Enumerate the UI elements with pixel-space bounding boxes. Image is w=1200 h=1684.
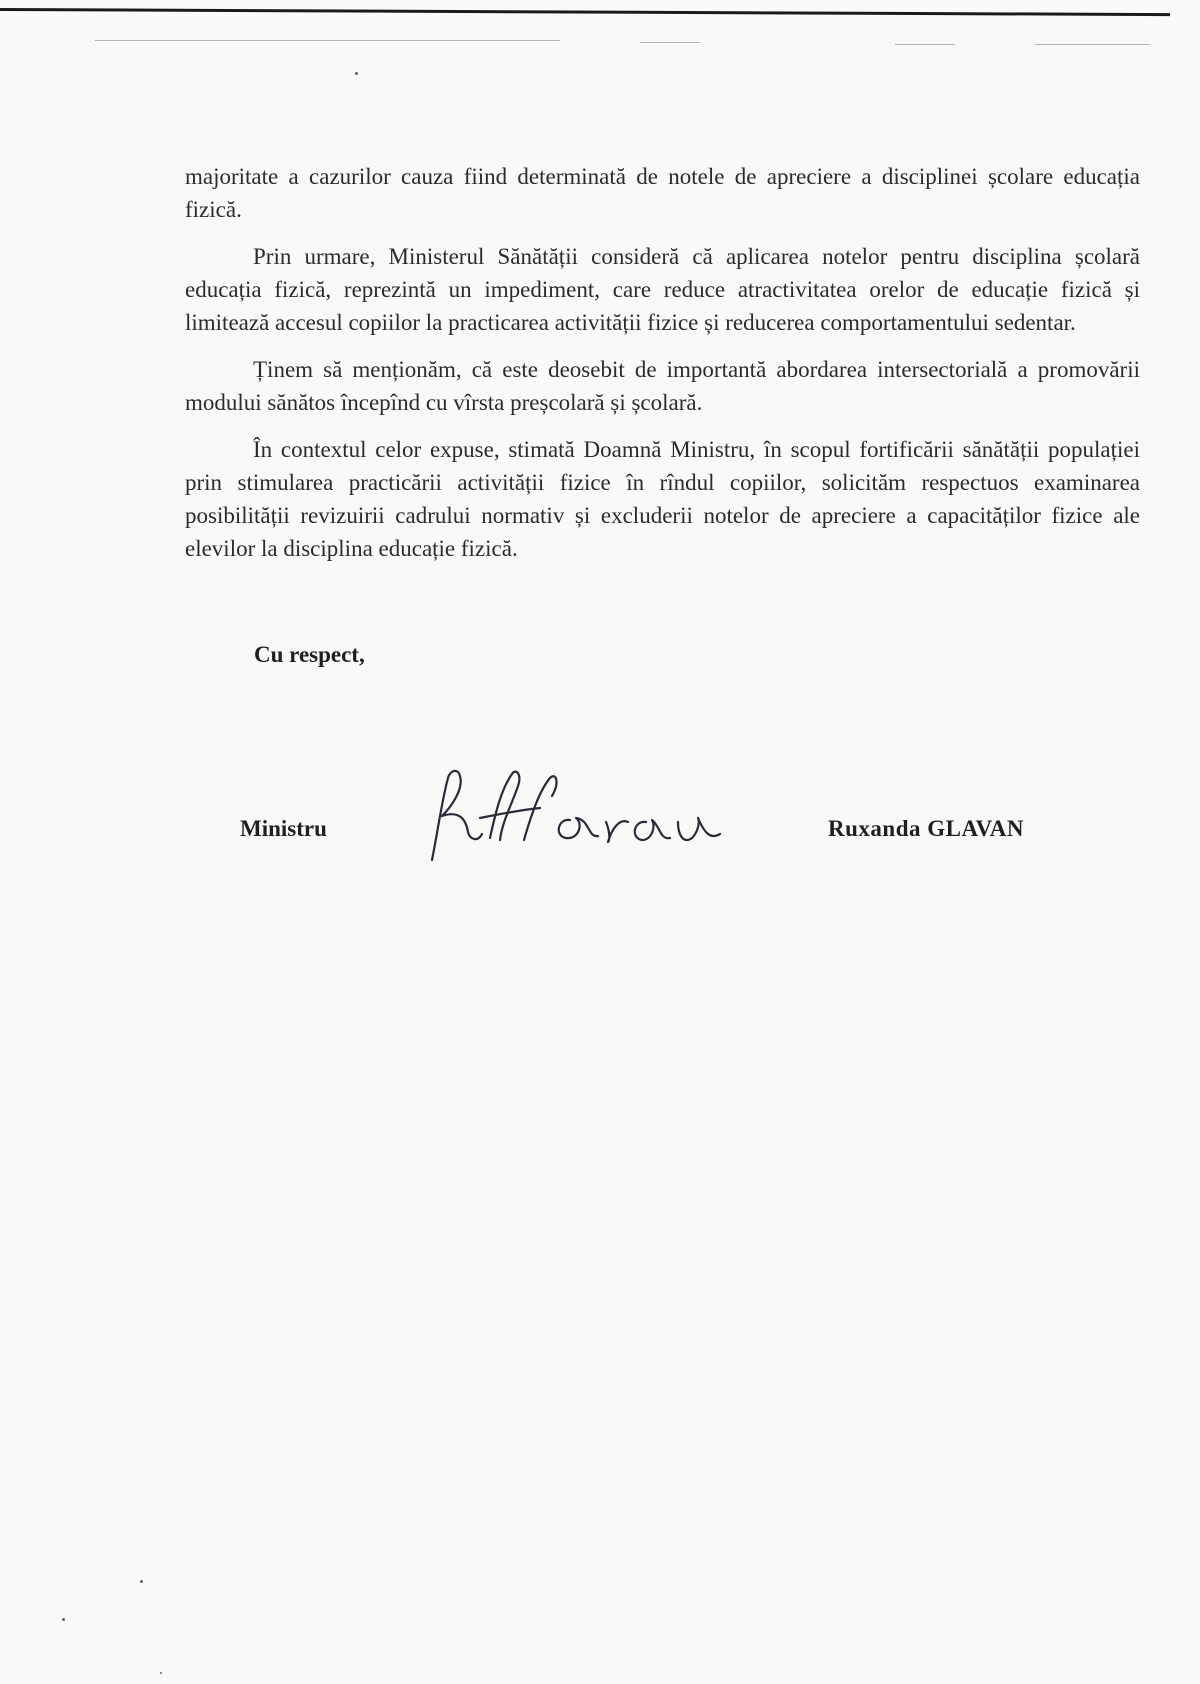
closing-salutation: Cu respect, xyxy=(254,642,365,667)
paragraph-4: În contextul celor expuse, stimată Doamnă Ministru, în scopul fortificării sănătății populației prin stimularea practicării activității fizice în rîndul copiilor, solicităm respectuos examinarea posibilității revizuirii cadrului normativ și excluderii notelor de apreciere a capacităților fizice ale elevilor la disciplina educație fizică. xyxy=(185,437,1140,561)
top-border-line xyxy=(0,8,1170,16)
scan-speck xyxy=(62,1618,65,1621)
scan-speck xyxy=(355,72,358,75)
signatory-role: Ministru xyxy=(240,816,327,841)
scan-speck xyxy=(140,1580,143,1583)
faint-header-line xyxy=(95,40,560,41)
signatory-name: Ruxanda GLAVAN xyxy=(828,816,1024,841)
scan-speck xyxy=(160,1672,162,1674)
faint-header-line xyxy=(895,44,955,45)
faint-header-line xyxy=(640,42,700,43)
paragraph-2: Prin urmare, Ministerul Sănătății consideră că aplicarea notelor pentru disciplina școlară educația fizică, reprezintă un impediment, care reduce atractivitatea orelor de educație fizică și limitează accesul copiilor la practicarea activității fizice și reducerea comportamentului sedentar. xyxy=(185,244,1140,335)
handwritten-signature xyxy=(420,760,740,870)
paragraph-1: majoritate a cazurilor cauza fiind determinată de notele de apreciere a disciplinei școlare educația fizică. xyxy=(185,164,1140,222)
paragraph-3: Ținem să menționăm, că este deosebit de importantă abordarea intersectorială a promovării modului sănătos începînd cu vîrsta preșcolară și școlară. xyxy=(185,357,1140,415)
faint-header-line xyxy=(1035,44,1150,45)
letter-body xyxy=(185,160,1140,579)
